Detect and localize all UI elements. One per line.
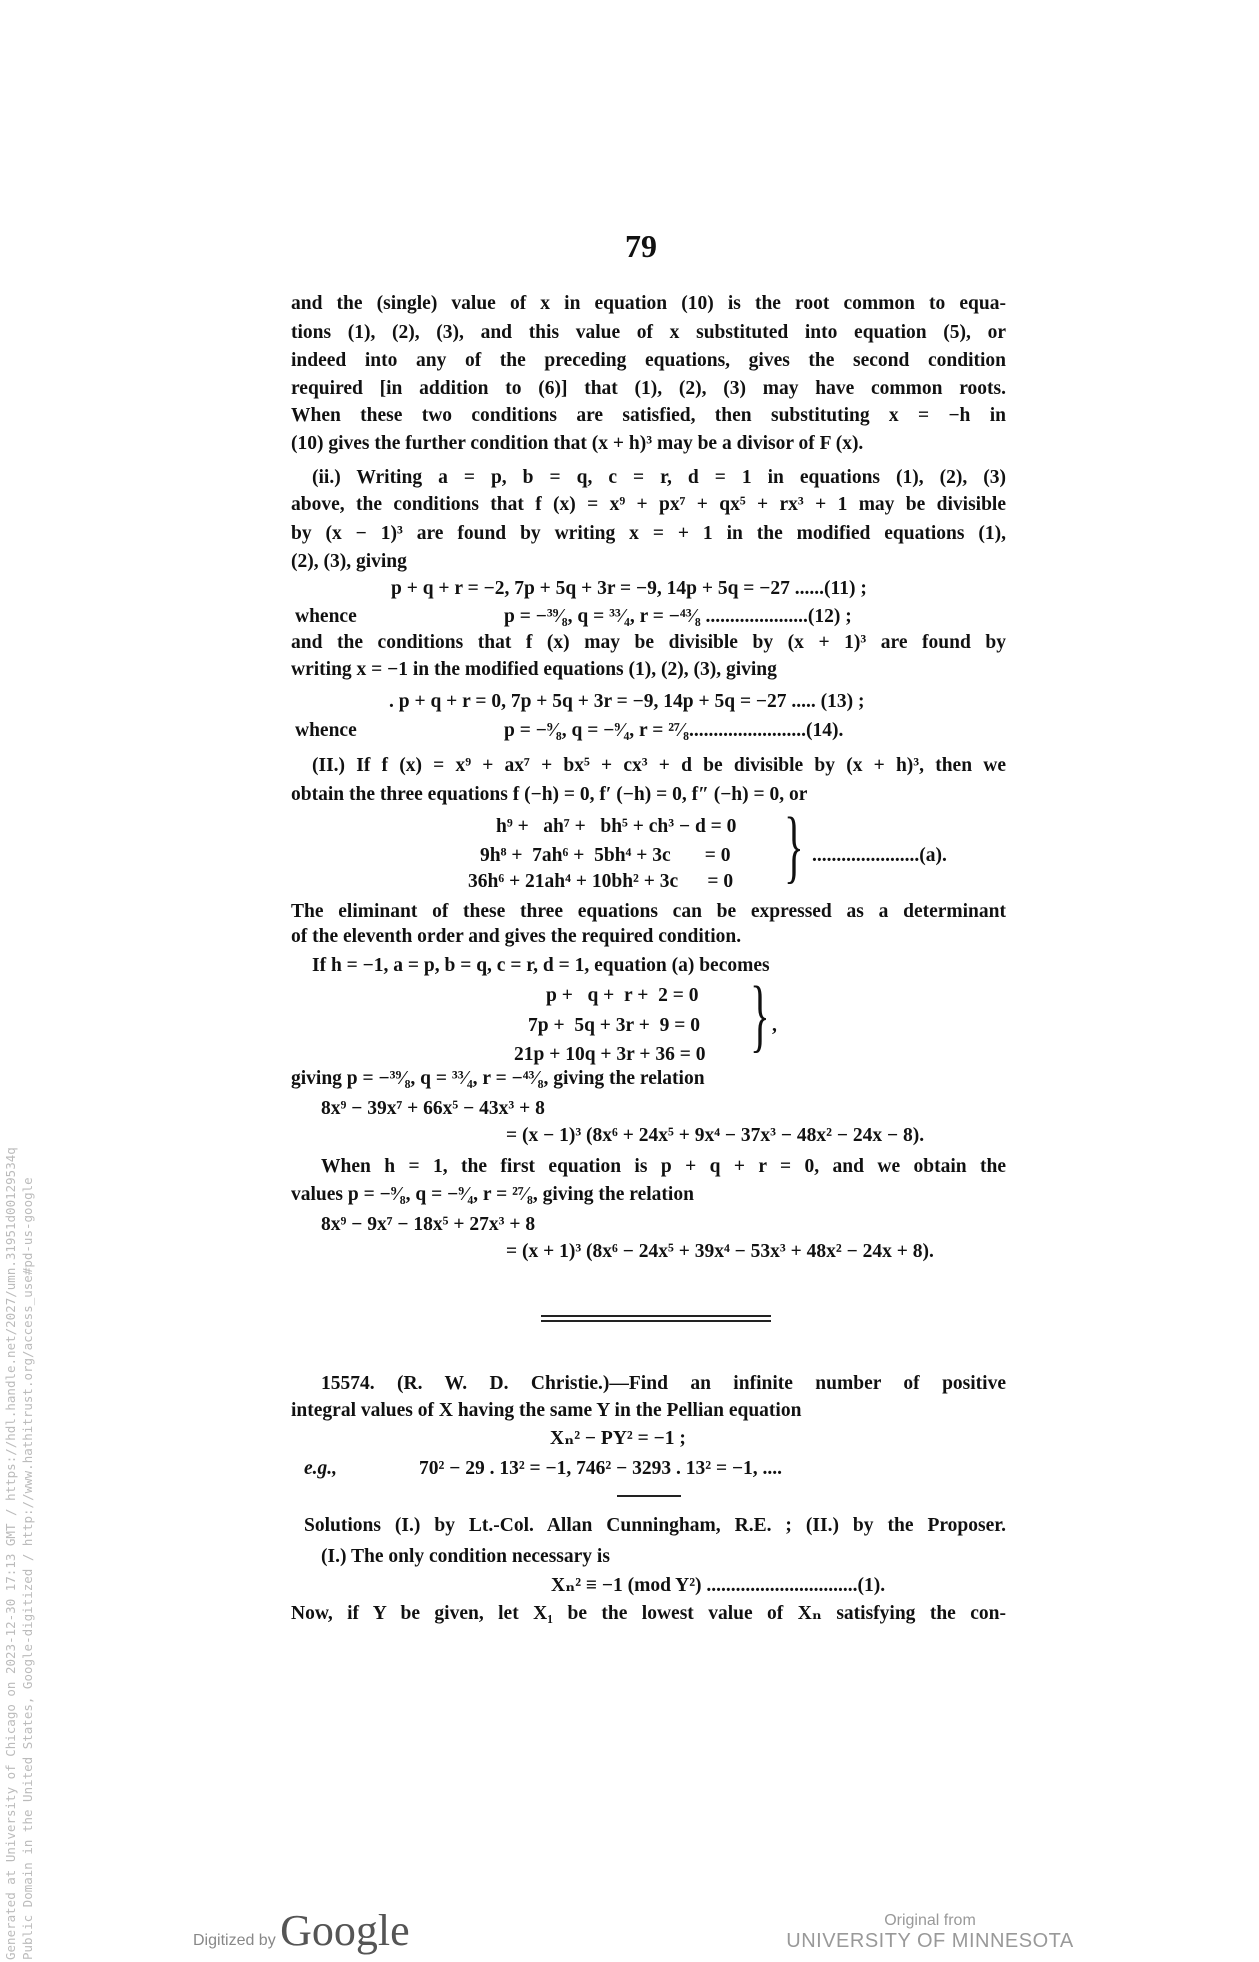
text-line: and the (single) value of x in equation (10) is the root common to equa-: [291, 293, 1006, 314]
text-line: Now, if Y be given, let X₁ be the lowest value of Xₙ satisfying the con-: [291, 1603, 1006, 1624]
double-rule-top: [541, 1315, 771, 1317]
text-line: obtain the three equations f (−h) = 0, f′ (−h) = 0, f″ (−h) = 0, or: [291, 784, 808, 805]
text-line: (II.) If f (x) = x⁹ + ax⁷ + bx⁵ + cx³ + d be divisible by (x + h)³, then we: [312, 755, 1006, 776]
text-line: When h = 1, the first equation is p + q + r = 0, and we obtain the: [321, 1156, 1006, 1177]
google-logo: Google: [280, 1906, 410, 1955]
equation-line: 8x⁹ − 39x⁷ + 66x⁵ − 43x³ + 8: [321, 1098, 545, 1119]
original-from: [780, 1912, 1080, 1953]
text-line: whence: [295, 720, 357, 741]
equation-12: p = −³⁹⁄₈, q = ³³⁄₄, r = −⁴³⁄₈ .....................(12) ;: [504, 606, 852, 627]
comma: ,: [772, 1015, 777, 1036]
watermark-line: Generated at University of Chicago on 2023-12-30 17:13 GMT / https://hdl.handle.net/2027/umn.31951d00129534q: [3, 1147, 18, 1960]
example-equation: 70² − 29 . 13² = −1, 746² − 3293 . 13² = −1, ....: [419, 1458, 783, 1479]
text-line: The eliminant of these three equations can be expressed as a determinant: [291, 901, 1006, 922]
text-line: (I.) The only condition necessary is: [321, 1546, 610, 1567]
short-rule: [617, 1495, 681, 1497]
text-line: by (x − 1)³ are found by writing x = + 1 in the modified equations (1),: [291, 523, 1006, 544]
text-line: required [in addition to (6)] that (1), (2), (3) may have common roots.: [291, 378, 1006, 399]
text-line: (10) gives the further condition that (x + h)³ may be a divisor of F (x).: [291, 433, 864, 454]
text-line: (2), (3), giving: [291, 551, 407, 572]
text-line: above, the conditions that f (x) = x⁹ + px⁷ + qx⁵ + rx³ + 1 may be divisible: [291, 494, 1006, 515]
text-line: e.g.,: [304, 1458, 338, 1479]
equation-line: = (x − 1)³ (8x⁶ + 24x⁵ + 9x⁴ − 37x³ − 48x² − 24x − 8).: [506, 1125, 925, 1146]
text-line: giving p = −³⁹⁄₈, q = ³³⁄₄, r = −⁴³⁄₈, giving the relation: [291, 1068, 705, 1089]
digitized-by-google: [193, 1905, 410, 1956]
double-rule-bottom: [541, 1320, 771, 1322]
solutions-byline: Solutions (I.) by Lt.-Col. Allan Cunningham, R.E. ; (II.) by the Proposer.: [304, 1515, 1006, 1536]
text-line: If h = −1, a = p, b = q, c = r, d = 1, equation (a) becomes: [312, 955, 770, 976]
pellian-equation: Xₙ² − PY² = −1 ;: [550, 1428, 686, 1449]
equation-row: p + q + r + 2 = 0: [546, 985, 699, 1006]
text-line: and the conditions that f (x) may be divisible by (x + 1)³ are found by: [291, 632, 1006, 653]
right-brace: }: [750, 969, 770, 1060]
equation-14: p = −⁹⁄₈, q = −⁹⁄₄, r = ²⁷⁄₈........................(14).: [504, 720, 844, 741]
equation-a-label: ......................(a).: [812, 845, 947, 866]
page-number: 79: [625, 228, 657, 264]
digitized-by-label: Digitized by: [193, 1932, 276, 1949]
text-line: indeed into any of the preceding equations, gives the second condition: [291, 350, 1006, 371]
equation-row: 7p + 5q + 3r + 9 = 0: [528, 1015, 700, 1036]
watermark: [2, 1147, 36, 1960]
text-line: of the eleventh order and gives the required condition.: [291, 926, 742, 947]
congruence-equation: Xₙ² ≡ −1 (mod Y²) ...............................(1).: [551, 1575, 886, 1596]
text-line: When these two conditions are satisfied, then substituting x = −h in: [291, 405, 1006, 426]
text-line: integral values of X having the same Y in the Pellian equation: [291, 1400, 802, 1421]
equation-a-row: 36h⁶ + 21ah⁴ + 10bh² + 3c = 0: [468, 871, 734, 892]
equation-row: 21p + 10q + 3r + 36 = 0: [514, 1044, 706, 1065]
text-line: whence: [295, 606, 357, 627]
right-brace: }: [784, 800, 804, 891]
question-heading: 15574. (R. W. D. Christie.)—Find an infinite number of positive: [321, 1373, 1006, 1394]
equation-13: . p + q + r = 0, 7p + 5q + 3r = −9, 14p + 5q = −27 ..... (13) ;: [389, 691, 865, 712]
text-line: values p = −⁹⁄₈, q = −⁹⁄₄, r = ²⁷⁄₈, giving the relation: [291, 1184, 694, 1205]
text-line: (ii.) Writing a = p, b = q, c = r, d = 1 in equations (1), (2), (3): [312, 467, 1006, 488]
text-line: tions (1), (2), (3), and this value of x substituted into equation (5), or: [291, 322, 1006, 343]
equation-a-row: 9h⁸ + 7ah⁶ + 5bh⁴ + 3c = 0: [480, 845, 731, 866]
equation-a-row: h⁹ + ah⁷ + bh⁵ + ch³ − d = 0: [496, 816, 737, 837]
equation-line: = (x + 1)³ (8x⁶ − 24x⁵ + 39x⁴ − 53x³ + 48x² − 24x + 8).: [506, 1241, 934, 1262]
original-from-label: Original from: [884, 1912, 976, 1929]
equation-line: 8x⁹ − 9x⁷ − 18x⁵ + 27x³ + 8: [321, 1214, 536, 1235]
text-line: writing x = −1 in the modified equations (1), (2), (3), giving: [291, 659, 777, 680]
equation-11: p + q + r = −2, 7p + 5q + 3r = −9, 14p + 5q = −27 ......(11) ;: [391, 578, 867, 599]
institution-name: UNIVERSITY OF MINNESOTA: [786, 1930, 1074, 1952]
watermark-line: Public Domain in the United States, Google-digitized / http://www.hathitrust.org/access_use#pd-us-google: [20, 1177, 35, 1960]
